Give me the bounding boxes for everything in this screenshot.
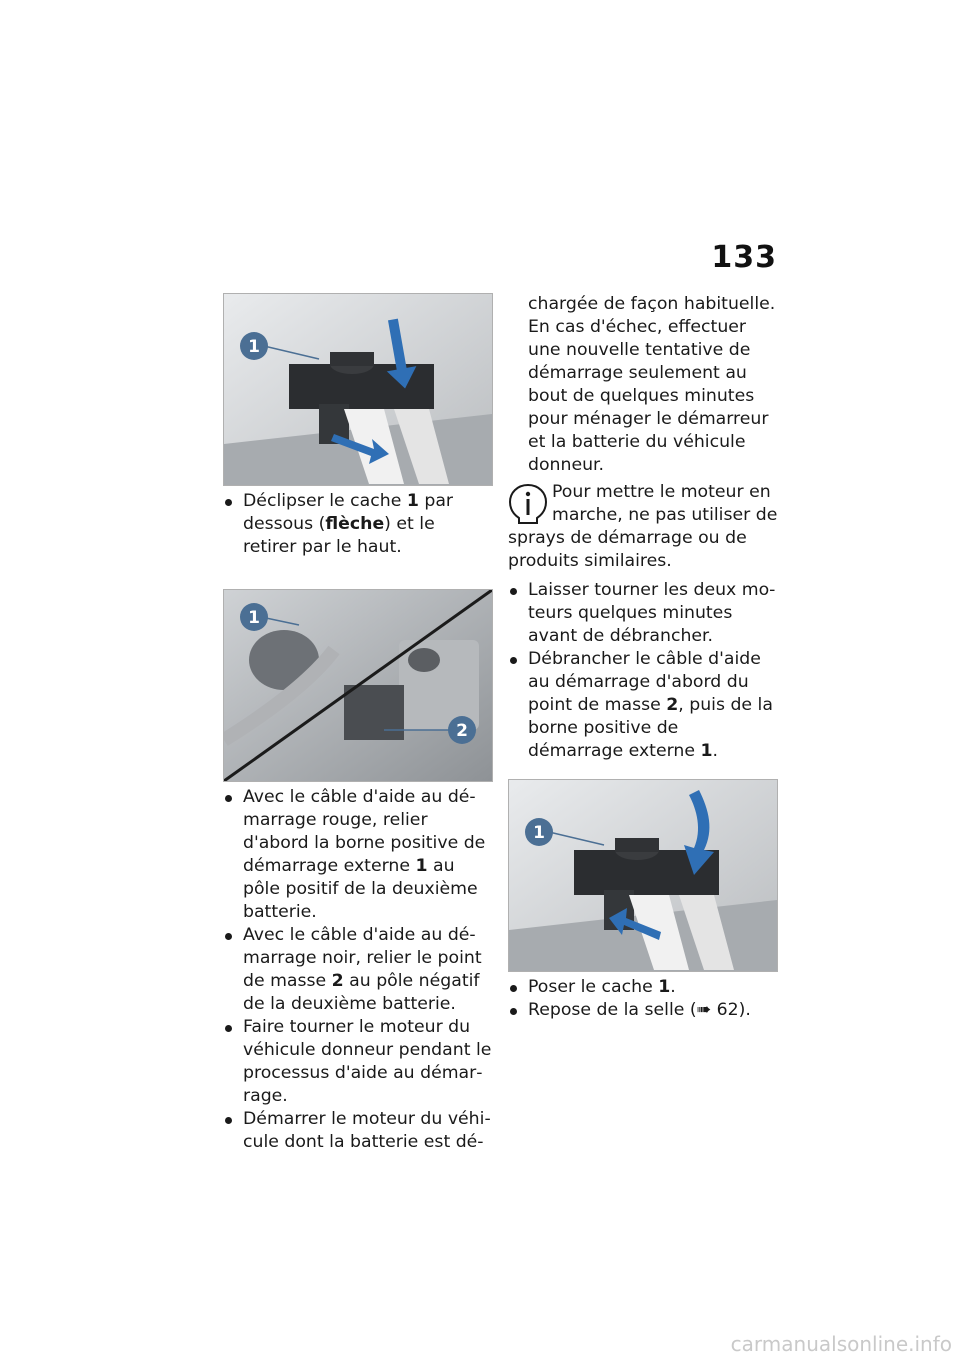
figure-install-cover [508,779,778,972]
step-start-engine: Démarrer le moteur du véhicule dont la batterie est dé- [223,1108,493,1154]
callout-1: 1 [533,823,545,843]
callout-2: 2 [456,721,468,741]
arrow-right-icon: ➠ [696,1000,712,1020]
watermark: carmanualsonline.info [730,1332,952,1356]
step-unclip-cover: Déclipser le cache 1 par dessous (flèche) et le retirer par le haut. [223,490,493,559]
steps-list-1 [223,490,493,559]
step-black-cable: Avec le câble d'aide au démarrage noir, relier le point de masse 2 au pôle négatif de la deuxième batterie. [223,924,493,1016]
info-icon [508,483,548,525]
steps-list-3 [508,579,778,763]
step-run-donor: Faire tourner le moteur du véhicule donneur pendant le processus d'aide au démarrage. [223,1016,493,1108]
steps-list-2 [223,786,493,1154]
steps-list-4 [508,976,778,1022]
left-column [223,293,493,1154]
callout-1: 1 [248,337,260,357]
page-reference-link[interactable]: 62 [711,1000,739,1020]
step-install-cover: Poser le cache 1. [508,976,778,999]
figure-connect-cables [223,589,493,782]
right-column [508,293,778,1022]
callout-1: 1 [248,608,260,628]
step-disconnect: Débrancher le câble d'aide au démarrage d'abord du point de masse 2, puis de la borne positive de démarrage externe 1. [508,648,778,763]
page-number: 133 [711,240,777,275]
note-block: Pour mettre le moteur en marche, ne pas utiliser de sprays de démarrage ou de produits similaires. [508,482,778,571]
step-run-both: Laisser tourner les deux moteurs quelques minutes avant de débrancher. [508,579,778,648]
continuation-text: chargée de façon habituelle. En cas d'échec, effectuer une nouvelle tentative de démarrage seulement au bout de quelques minutes pour ménager le démarreur et la batterie du véhicule donneur. [528,294,776,475]
step-red-cable: Avec le câble d'aide au démarrage rouge, relier d'abord la borne positive de démarrage externe 1 au pôle positif de la deuxième batterie. [223,786,493,924]
step-install-seat: Repose de la selle (➠ 62). [508,999,778,1022]
figure-remove-cover [223,293,493,486]
